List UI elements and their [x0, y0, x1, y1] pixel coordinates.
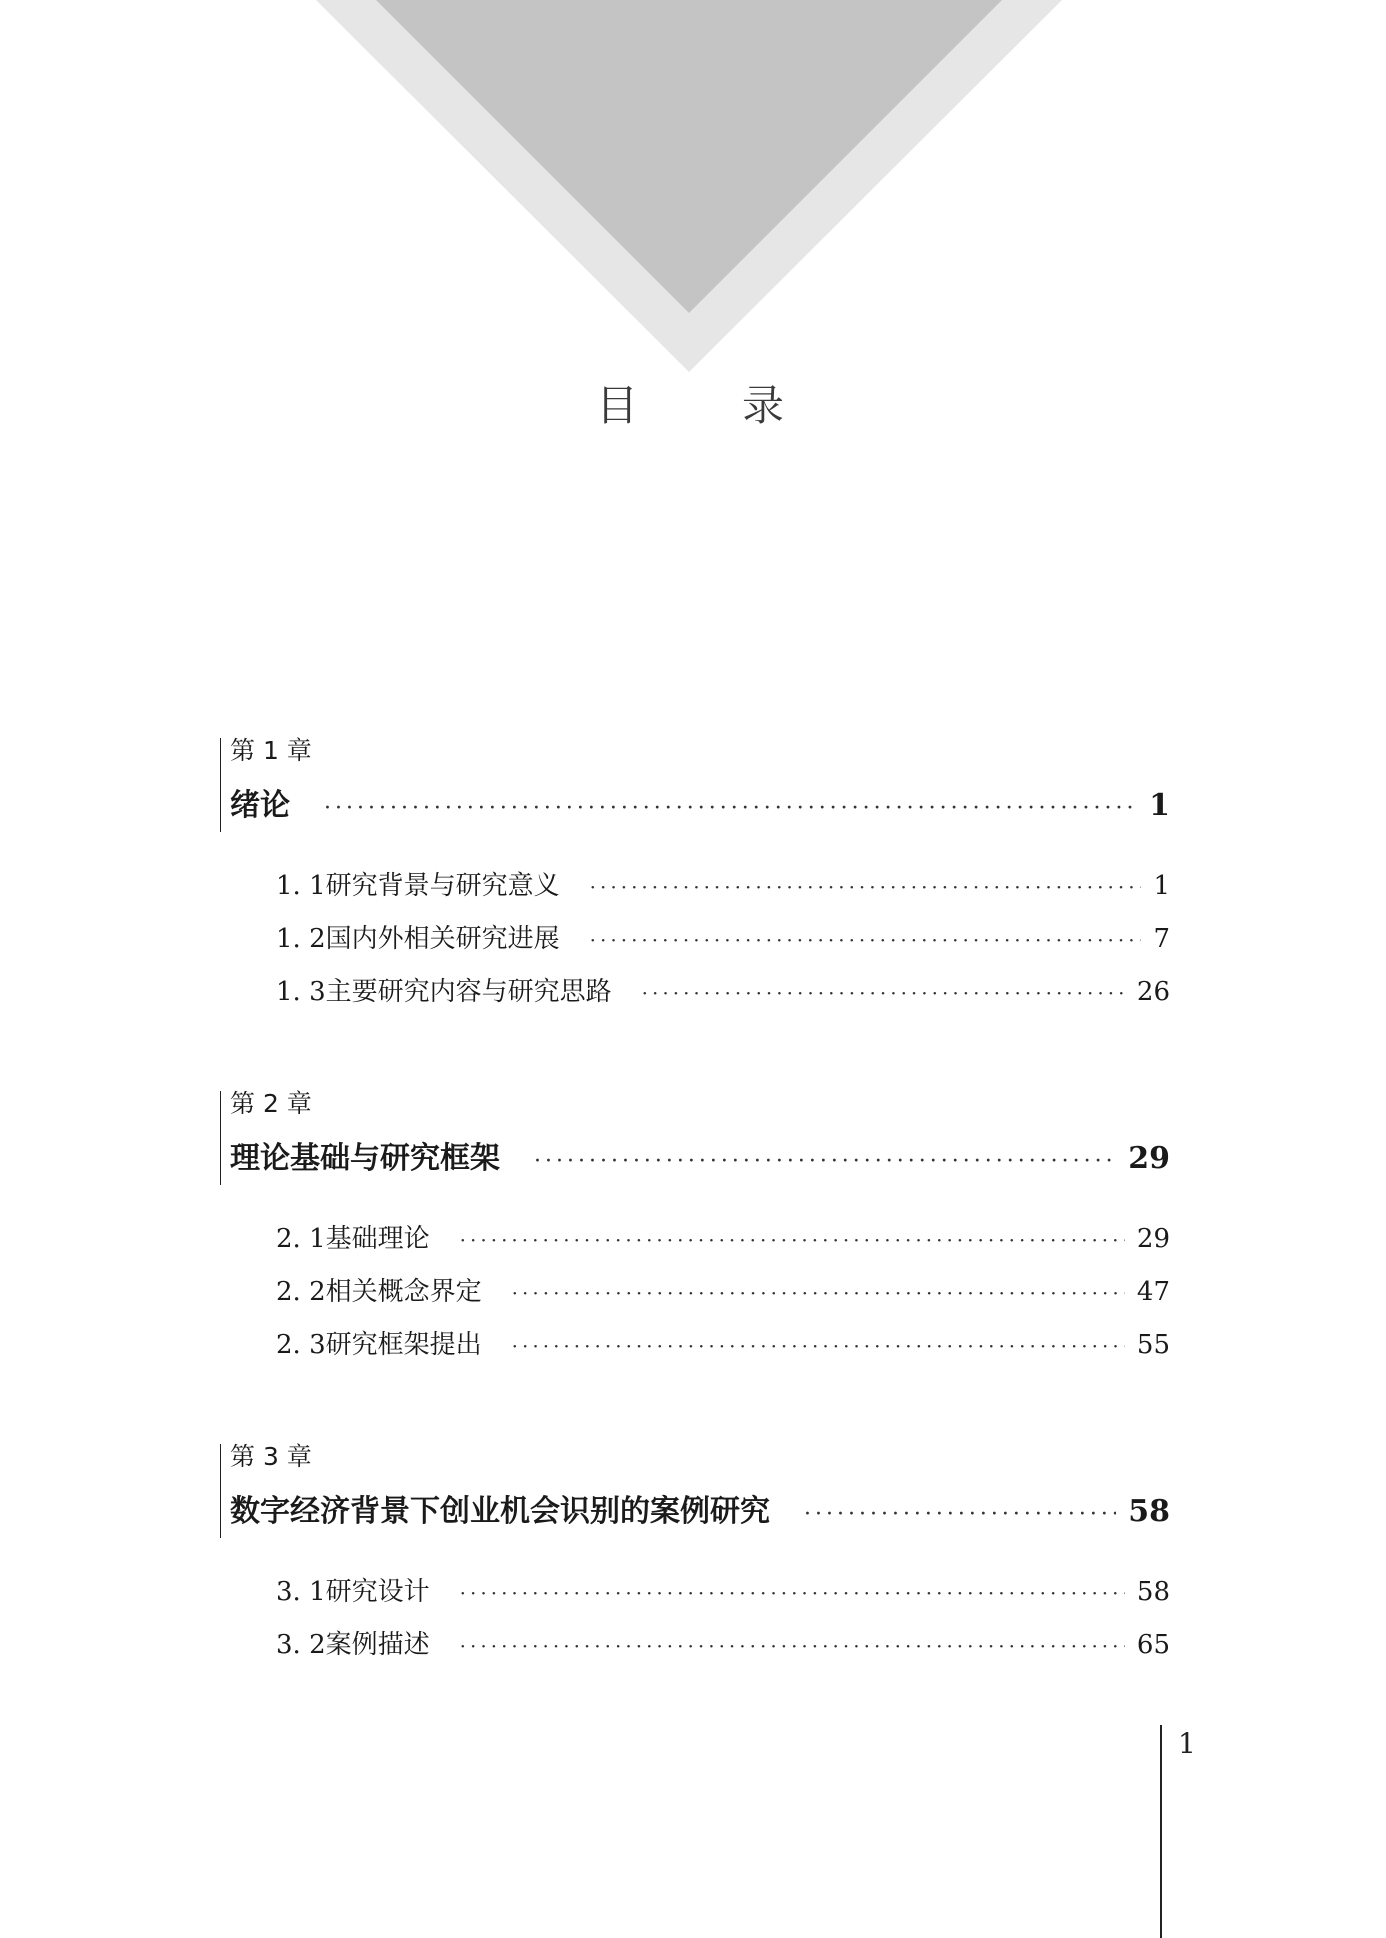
chapter-page-number: 29: [1128, 1141, 1170, 1176]
dot-leader: [590, 922, 1142, 958]
section-entry[interactable]: [276, 1627, 1170, 1664]
chapter-bar: [220, 738, 221, 832]
chapter-3: [220, 1440, 1170, 1690]
dot-leader: [512, 1275, 1125, 1311]
chapter-2: [220, 1087, 1170, 1387]
chapter-title: 绪论: [230, 788, 290, 823]
dot-leader: [460, 1628, 1125, 1664]
section-title: 基础理论: [325, 1224, 430, 1254]
chapter-title: 理论基础与研究框架: [230, 1141, 500, 1176]
section-title: 研究背景与研究意义: [325, 871, 560, 901]
decorative-triangle: [0, 0, 1386, 400]
section-page-number: 7: [1153, 924, 1170, 954]
section-title: 主要研究内容与研究思路: [325, 977, 612, 1007]
dot-leader: [590, 869, 1142, 905]
page-title: [0, 376, 1386, 436]
chapter-entry[interactable]: [230, 1492, 1170, 1535]
dot-leader: [534, 1142, 1116, 1182]
section-title: 研究设计: [325, 1577, 430, 1607]
chapter-bar: [220, 1091, 221, 1185]
section-title: 研究框架提出: [325, 1330, 482, 1360]
section-page-number: 65: [1136, 1630, 1170, 1660]
chapter-bar: [220, 1444, 221, 1538]
section-entry[interactable]: [276, 974, 1170, 1011]
title-char-2: 录: [742, 381, 785, 430]
section-title: 国内外相关研究进展: [325, 924, 560, 954]
section-page-number: 47: [1136, 1277, 1170, 1307]
title-char-1: 目: [596, 381, 639, 430]
section-number: 2. 2: [276, 1277, 326, 1307]
dot-leader: [460, 1575, 1125, 1611]
chapter-label: 第 3 章: [230, 1442, 312, 1471]
section-number: 1. 1: [276, 871, 326, 901]
section-page-number: 58: [1136, 1577, 1170, 1607]
section-title: 相关概念界定: [325, 1277, 482, 1307]
section-entry[interactable]: [276, 868, 1170, 905]
chapter-label: 第 2 章: [230, 1089, 312, 1118]
dot-leader: [642, 975, 1125, 1011]
section-title: 案例描述: [325, 1630, 430, 1660]
section-page-number: 29: [1136, 1224, 1170, 1254]
page-number: 1: [1178, 1727, 1196, 1760]
section-number: 1. 2: [276, 924, 326, 954]
chapter-entry[interactable]: [230, 786, 1170, 829]
section-entry[interactable]: [276, 1327, 1170, 1364]
section-entry[interactable]: [276, 1221, 1170, 1258]
dot-leader: [804, 1495, 1116, 1535]
section-page-number: 1: [1153, 871, 1170, 901]
section-number: 2. 1: [276, 1224, 326, 1254]
chapter-page-number: 1: [1149, 788, 1170, 823]
section-page-number: 26: [1136, 977, 1170, 1007]
chapter-entry[interactable]: [230, 1139, 1170, 1182]
dot-leader: [512, 1328, 1125, 1364]
section-entry[interactable]: [276, 1274, 1170, 1311]
section-number: 3. 2: [276, 1630, 326, 1660]
chapter-page-number: 58: [1128, 1494, 1170, 1529]
section-entry[interactable]: [276, 1574, 1170, 1611]
section-entry[interactable]: [276, 921, 1170, 958]
chapter-1: [220, 734, 1170, 1034]
chapter-label: 第 1 章: [230, 736, 312, 765]
dot-leader: [460, 1222, 1125, 1258]
section-number: 2. 3: [276, 1330, 326, 1360]
section-page-number: 55: [1136, 1330, 1170, 1360]
dot-leader: [324, 789, 1137, 829]
chapter-title: 数字经济背景下创业机会识别的案例研究: [230, 1494, 770, 1529]
page-number-rule: [1160, 1725, 1162, 1938]
section-number: 3. 1: [276, 1577, 326, 1607]
section-number: 1. 3: [276, 977, 326, 1007]
triangle-inner-shape: [376, 0, 1002, 313]
